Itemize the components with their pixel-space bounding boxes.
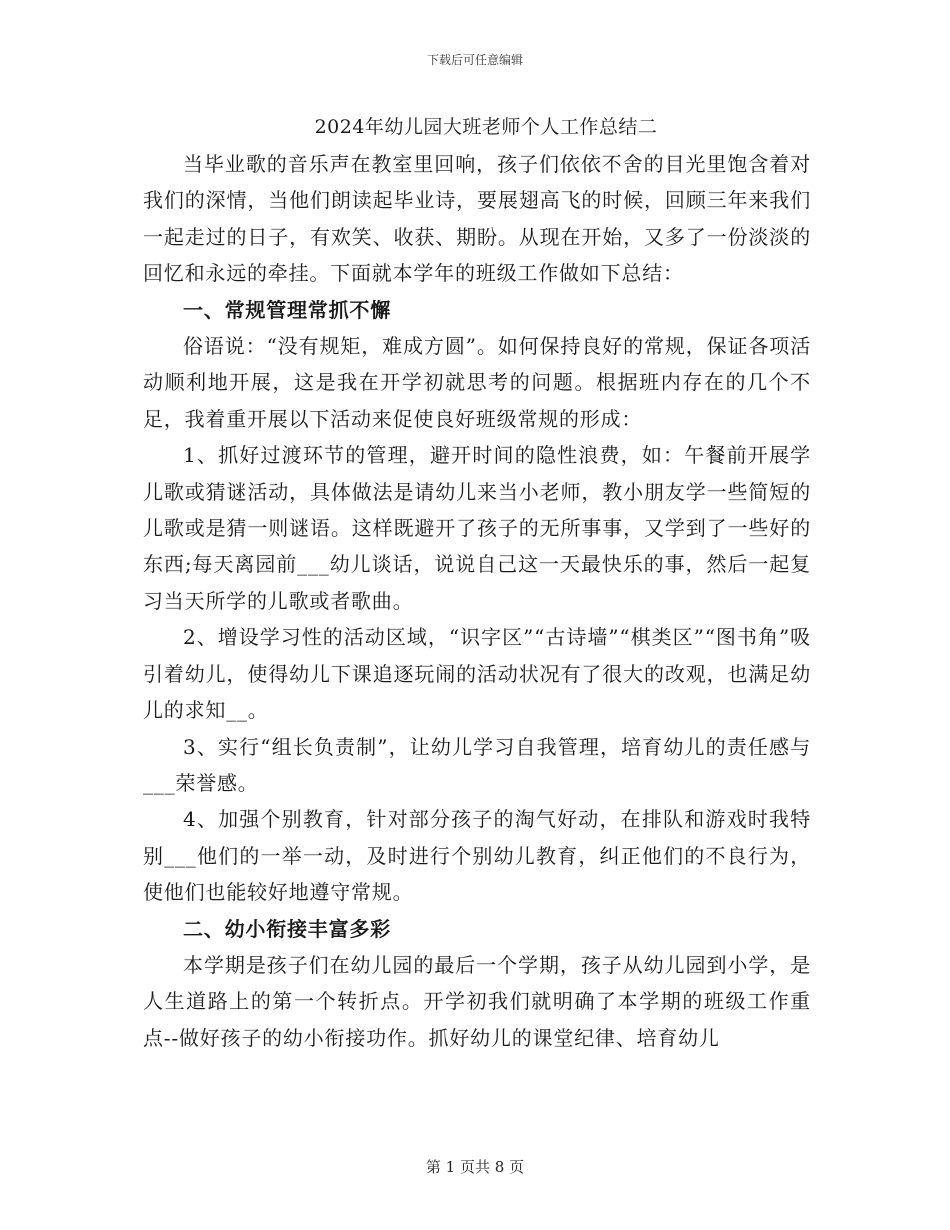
routine-item-3: 3、实行“组长负责制”，让幼儿学习自我管理，培育幼儿的责任感与___荣誉感。 — [143, 734, 811, 795]
section-heading-routine: 一、常规管理常抓不懈 — [183, 297, 391, 322]
document-title: 2024年幼儿园大班老师个人工作总结二 — [314, 116, 658, 138]
page-number: 第 1 页共 8 页 — [425, 1158, 525, 1176]
document-body — [143, 112, 811, 1056]
transition-paragraph: 本学期是孩子们在幼儿园的最后一个学期，孩子从幼儿园到小学，是人生道路上的第一个转折点。开学初我们就明确了本学期的班级工作重点--做好孩子的幼小衔接功作。抓好幼儿的课堂纪律、培育幼儿 — [143, 952, 811, 1050]
page-header: 下载后可任意编辑 — [426, 53, 523, 67]
routine-item-1: 1、抓好过渡环节的管理，避开时间的隐性浪费，如：午餐前开展学儿歌或猜谜活动，具体做法是请幼儿来当小老师，教小朋友学一些简短的儿歌或是猜一则谜语。这样既避开了孩子的无所事事，又学到了一些好的东西;每天离园前___幼儿谈话，说说自己这一天最快乐的事，然后一起复习当天所学的儿歌或者歌曲。 — [143, 443, 811, 613]
routine-paragraph: 俗语说：“没有规矩，难成方圆”。如何保持良好的常规，保证各项活动顺利地开展，这是我在开学初就思考的问题。根据班内存在的几个不足，我着重开展以下活动来促使良好班级常规的形成： — [143, 334, 811, 431]
section-heading-transition: 二、幼小衔接丰富多彩 — [183, 916, 391, 941]
routine-item-2: 2、增设学习性的活动区域，“识字区”“古诗墙”“棋类区”“图书角”吸引着幼儿，使得幼儿下课追逐玩闹的活动状况有了很大的改观，也满足幼儿的求知__。 — [143, 625, 811, 723]
intro-paragraph: 当毕业歌的音乐声在教室里回响，孩子们依依不舍的目光里饱含着对我们的深情，当他们朗读起毕业诗，要展翅高飞的时候，回顾三年来我们一起走过的日子，有欢笑、收获、期盼。从现在开始，又多了一份淡淡的回忆和永远的牵挂。下面就本学年的班级工作做如下总结： — [143, 152, 811, 286]
routine-item-4: 4、加强个别教育，针对部分孩子的淘气好动，在排队和游戏时我特别___他们的一举一动，及时进行个别幼儿教育，纠正他们的不良行为，使他们也能较好地遵守常规。 — [143, 807, 811, 905]
